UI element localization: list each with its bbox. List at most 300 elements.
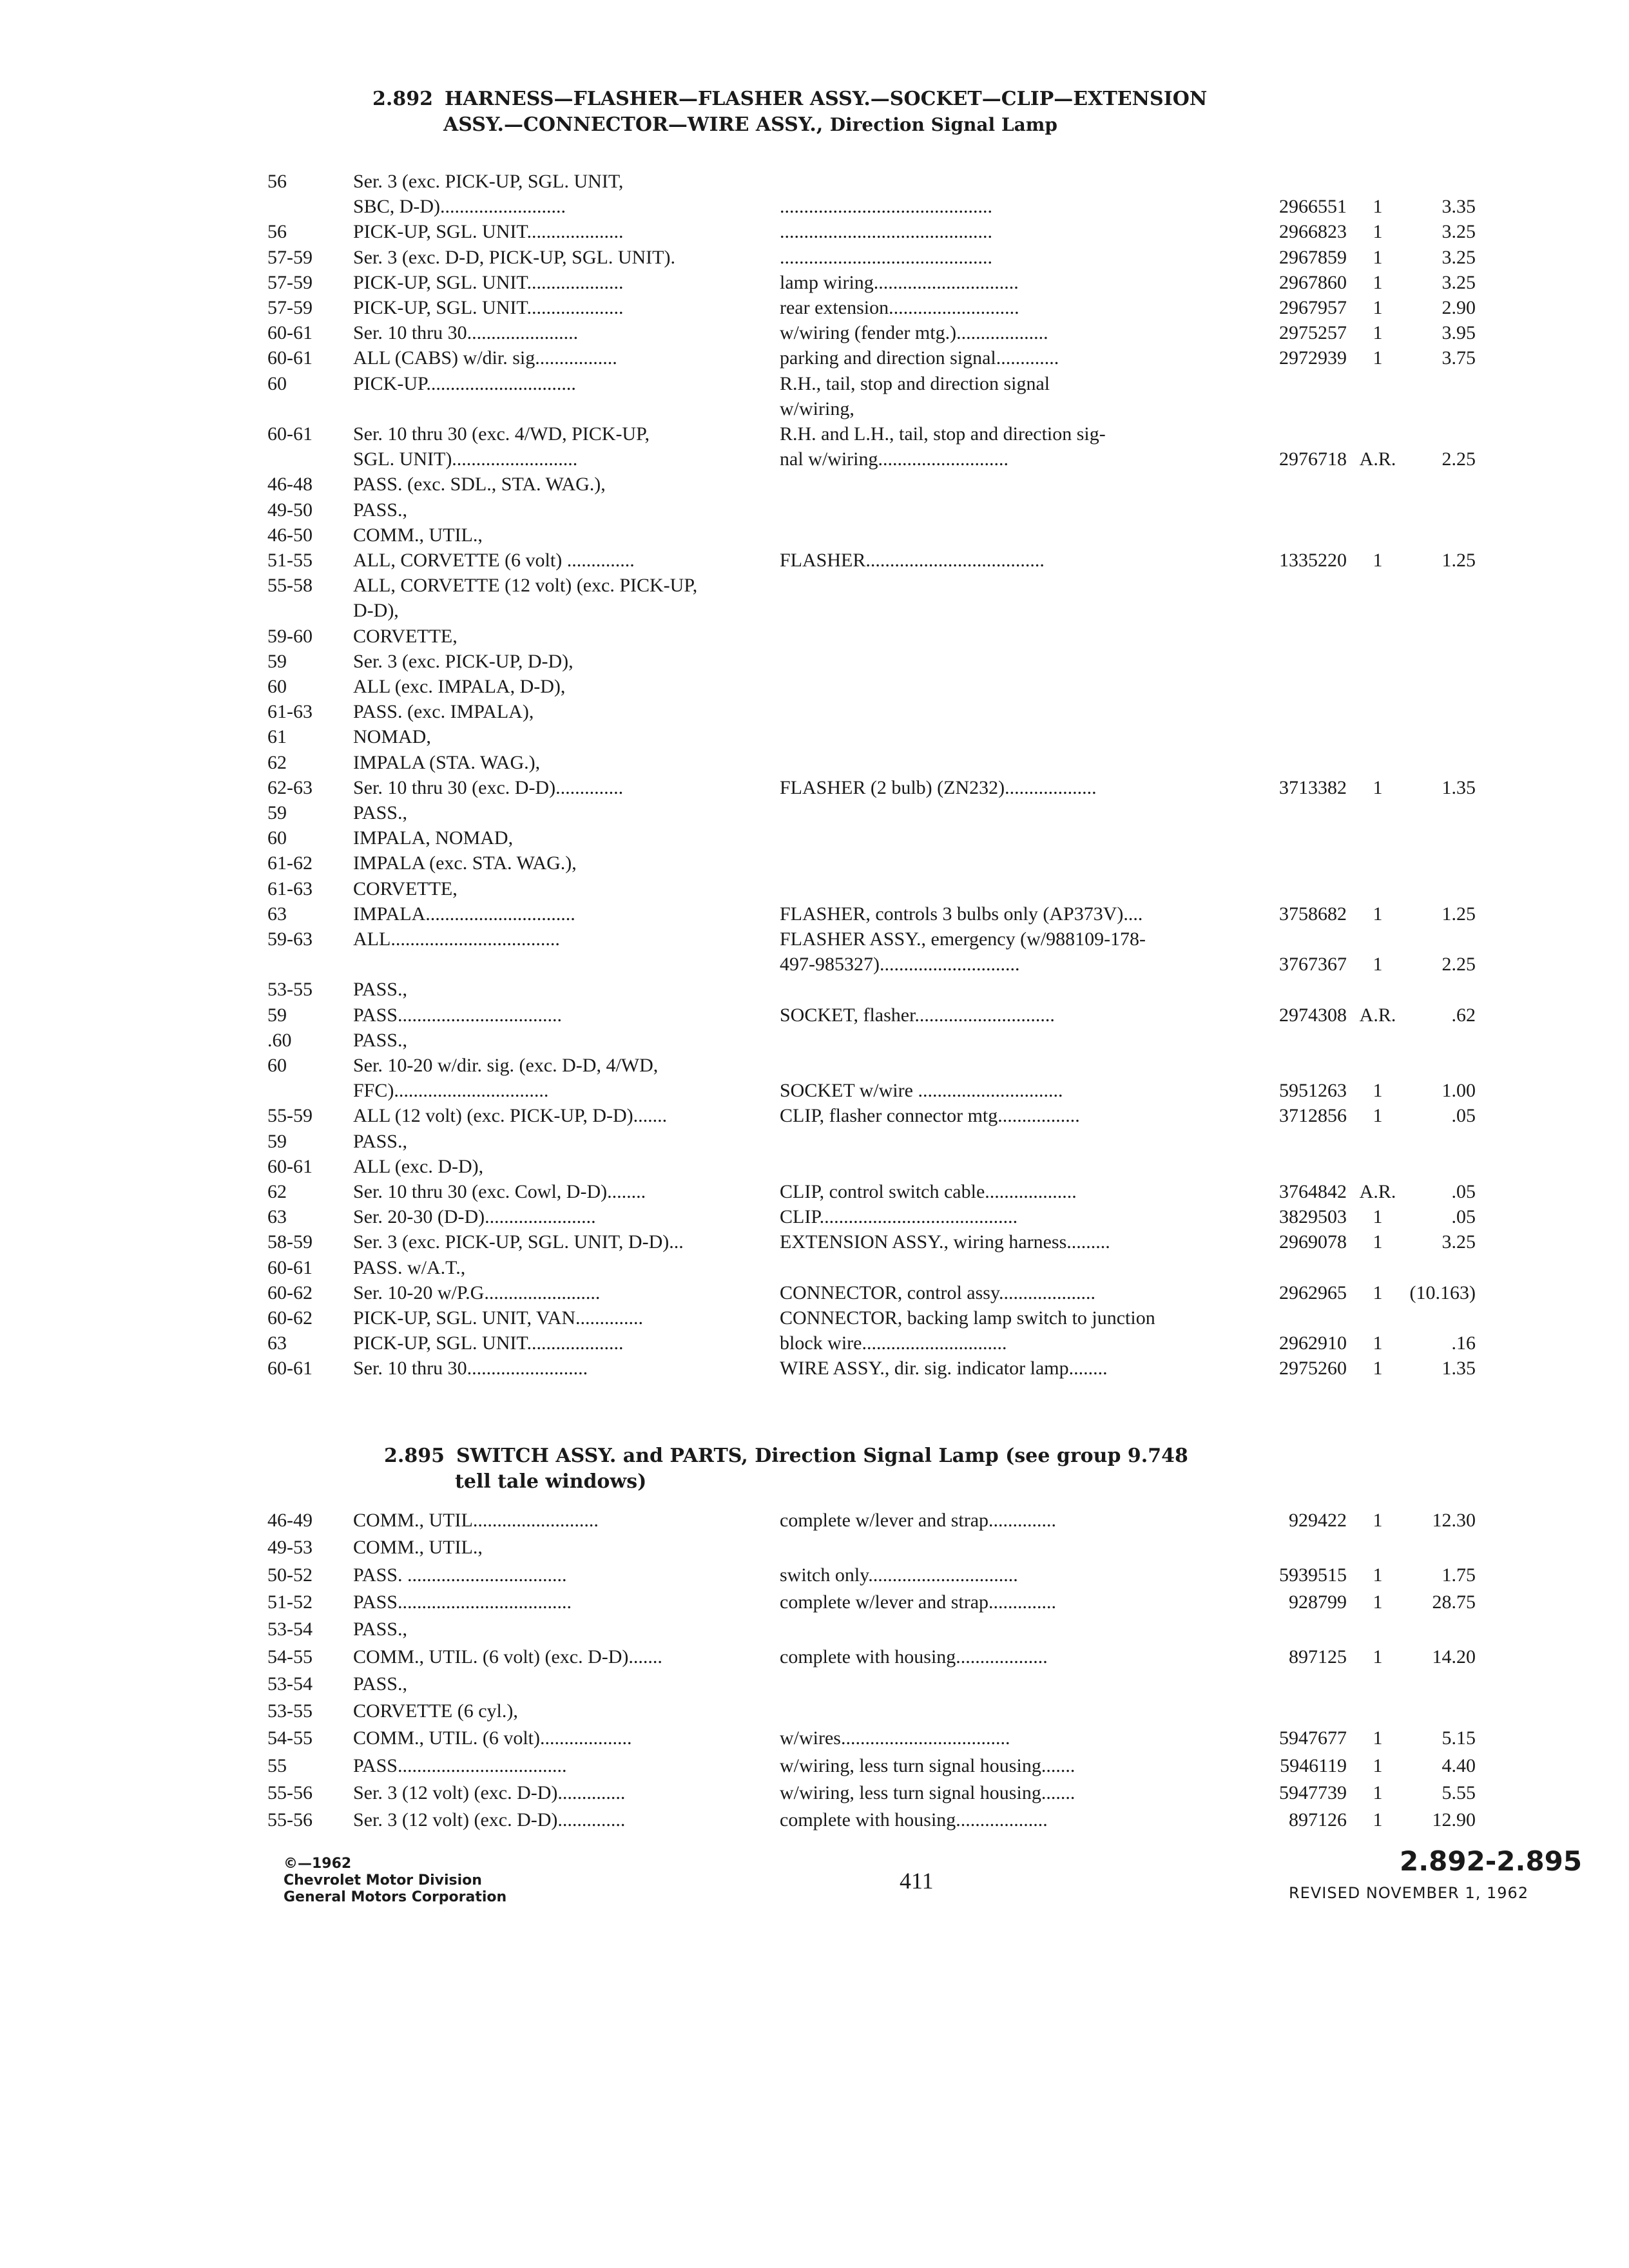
table-row <box>0 1356 1629 1381</box>
part-number-cell: 2966823 <box>1279 221 1347 243</box>
year-cell: 61-63 <box>267 701 313 723</box>
table-row <box>0 649 1629 675</box>
part-number-cell: 1335220 <box>1279 550 1347 571</box>
section-heading-2892 <box>372 86 1207 138</box>
part-number-cell: 5939515 <box>1279 1564 1347 1586</box>
model-cell: PASS., <box>353 802 407 823</box>
model-cell: ALL (CABS) w/dir. sig................. <box>353 347 617 369</box>
table-row <box>0 1154 1629 1180</box>
price-cell: 3.35 <box>1441 196 1476 218</box>
description-cell: parking and direction signal............. <box>780 347 1059 369</box>
part-number-cell: 5951263 <box>1279 1080 1347 1102</box>
description-cell: CONNECTOR, control assy.................... <box>780 1282 1095 1303</box>
part-number-cell: 5946119 <box>1280 1754 1347 1776</box>
model-cell: PASS. (exc. SDL., STA. WAG.), <box>353 474 606 495</box>
price-cell: 5.55 <box>1441 1782 1476 1803</box>
year-cell: 55 <box>267 1754 287 1776</box>
table-row <box>0 1617 1629 1642</box>
year-cell: 55-56 <box>267 1809 313 1831</box>
model-cell: PASS., <box>353 499 407 521</box>
price-cell: 3.25 <box>1441 221 1476 243</box>
table-row <box>0 1103 1629 1129</box>
model-cell: PICK-UP, SGL. UNIT, VAN.............. <box>353 1307 644 1329</box>
quantity-cell: 1 <box>1373 1231 1383 1253</box>
description-cell: w/wires................................... <box>780 1727 1010 1749</box>
year-cell: 51-55 <box>267 550 313 571</box>
table-row <box>0 523 1629 548</box>
price-cell: 1.00 <box>1441 1080 1476 1102</box>
model-cell: Ser. 10 thru 30 (exc. Cowl, D-D)........ <box>353 1181 646 1202</box>
model-cell: Ser. 10-20 w/dir. sig. (exc. D-D, 4/WD, <box>353 1055 659 1076</box>
table-row <box>0 1535 1629 1561</box>
quantity-cell: 1 <box>1373 1782 1383 1803</box>
model-cell: ALL (12 volt) (exc. PICK-UP, D-D)....... <box>353 1105 668 1127</box>
section-title-line2: tell tale windows) <box>455 1470 647 1493</box>
model-cell: PICK-UP, SGL. UNIT.................... <box>353 297 624 318</box>
table-row <box>0 1807 1629 1833</box>
section-title-line1: HARNESS—FLASHER—FLASHER ASSY.—SOCKET—CLIP—EXTENSION <box>444 88 1208 110</box>
table-row <box>0 1053 1629 1079</box>
part-number-cell: 3764842 <box>1279 1181 1347 1202</box>
model-cell: Ser. 20-30 (D-D)....................... <box>353 1206 596 1228</box>
table-row <box>0 1671 1629 1697</box>
section-title-line1: SWITCH ASSY. and PARTS, Direction Signal Lamp (see group 9.748 <box>456 1445 1188 1467</box>
table-row <box>0 1508 1629 1533</box>
description-cell: 497-985327)............................. <box>780 954 1020 975</box>
model-cell: COMM., UTIL. (6 volt) (exc. D-D)....... <box>353 1646 662 1667</box>
year-cell: 46-50 <box>267 524 313 546</box>
table-row <box>0 674 1629 700</box>
year-cell: 53-55 <box>267 1700 313 1722</box>
table-row <box>0 320 1629 346</box>
model-cell: NOMAD, <box>353 726 431 748</box>
description-cell: lamp wiring.............................. <box>780 271 1019 293</box>
price-cell: 1.25 <box>1441 903 1476 925</box>
price-cell: 14.20 <box>1432 1646 1476 1667</box>
year-cell: 61 <box>267 726 287 748</box>
table-row <box>0 573 1629 599</box>
part-number-cell: 2967957 <box>1279 297 1347 318</box>
quantity-cell: 1 <box>1373 1206 1383 1228</box>
year-cell: 55-56 <box>267 1782 313 1803</box>
year-cell: 53-54 <box>267 1673 313 1695</box>
quantity-cell: 1 <box>1373 297 1383 318</box>
table-row <box>0 1644 1629 1670</box>
quantity-cell: 1 <box>1373 903 1383 925</box>
year-cell: 56 <box>267 171 287 192</box>
description-cell: w/wiring (fender mtg.)................... <box>780 322 1048 344</box>
model-cell: PASS. w/A.T., <box>353 1256 466 1278</box>
year-cell: 51-52 <box>267 1591 313 1613</box>
table-row <box>0 1331 1629 1356</box>
quantity-cell: 1 <box>1373 776 1383 798</box>
part-number-cell: 3829503 <box>1279 1206 1347 1228</box>
description-cell: FLASHER ASSY., emergency (w/988109-178- <box>780 928 1146 950</box>
year-cell: .60 <box>267 1029 292 1051</box>
year-cell: 49-50 <box>267 499 313 521</box>
price-cell: .05 <box>1451 1105 1476 1127</box>
table-row <box>0 1305 1629 1331</box>
year-cell: 60 <box>267 1055 287 1076</box>
price-cell: 4.40 <box>1441 1754 1476 1776</box>
year-cell: 61-62 <box>267 852 313 874</box>
part-number-cell: 5947739 <box>1279 1782 1347 1803</box>
quantity-cell: A.R. <box>1359 1181 1396 1202</box>
model-cell: ALL, CORVETTE (6 volt) .............. <box>353 550 635 571</box>
table-row <box>0 194 1629 220</box>
description-cell: complete with housing................... <box>780 1646 1048 1667</box>
model-cell: Ser. 10 thru 30......................... <box>353 1358 588 1379</box>
table-row <box>0 1698 1629 1724</box>
year-cell: 54-55 <box>267 1646 313 1667</box>
model-cell: Ser. 3 (exc. PICK-UP, SGL. UNIT, D-D)... <box>353 1231 684 1253</box>
section-title-line2: ASSY.—CONNECTOR—WIRE ASSY., <box>443 113 824 136</box>
model-cell: IMPALA (STA. WAG.), <box>353 751 541 773</box>
quantity-cell: 1 <box>1373 1809 1383 1831</box>
model-cell: D-D), <box>353 600 399 622</box>
price-cell: (10.163) <box>1409 1282 1476 1303</box>
table-row <box>0 1255 1629 1281</box>
table-row <box>0 1562 1629 1588</box>
model-cell: COMM., UTIL. (6 volt)................... <box>353 1727 632 1749</box>
quantity-cell: 1 <box>1373 196 1383 218</box>
table-row <box>0 1229 1629 1255</box>
part-number-cell: 3758682 <box>1279 903 1347 925</box>
part-number-cell: 3713382 <box>1279 776 1347 798</box>
model-cell: PICK-UP............................... <box>353 372 576 394</box>
table-row <box>0 219 1629 245</box>
part-number-cell: 928799 <box>1289 1591 1347 1613</box>
year-cell: 62 <box>267 1181 287 1202</box>
table-row <box>0 624 1629 649</box>
description-cell: ............................................ <box>780 246 992 268</box>
year-cell: 62-63 <box>267 776 313 798</box>
table-row <box>0 1725 1629 1751</box>
part-number-cell: 3767367 <box>1279 954 1347 975</box>
model-cell: PASS., <box>353 1130 407 1152</box>
model-cell: CORVETTE (6 cyl.), <box>353 1700 518 1722</box>
price-cell: 1.25 <box>1441 550 1476 571</box>
model-cell: IMPALA............................... <box>353 903 575 925</box>
table-row <box>0 548 1629 573</box>
table-row <box>0 295 1629 321</box>
model-cell: Ser. 3 (exc. PICK-UP, SGL. UNIT, <box>353 171 624 192</box>
quantity-cell: 1 <box>1373 1591 1383 1613</box>
table-row <box>0 699 1629 725</box>
publisher-line2: General Motors Corporation <box>284 1889 507 1905</box>
table-row <box>0 724 1629 750</box>
section-heading-2895 <box>384 1443 1188 1495</box>
model-cell: Ser. 3 (exc. PICK-UP, D-D), <box>353 650 574 672</box>
model-cell: ALL (exc. IMPALA, D-D), <box>353 676 566 697</box>
table-row <box>0 850 1629 876</box>
quantity-cell: 1 <box>1373 1282 1383 1303</box>
table-row <box>0 421 1629 447</box>
quantity-cell: 1 <box>1373 1727 1383 1749</box>
model-cell: Ser. 10-20 w/P.G........................ <box>353 1282 601 1303</box>
table-row <box>0 800 1629 826</box>
year-cell: 54-55 <box>267 1727 313 1749</box>
model-cell: ALL................................... <box>353 928 560 950</box>
price-cell: 3.75 <box>1441 347 1476 369</box>
price-cell: 5.15 <box>1441 1727 1476 1749</box>
part-number-cell: 2976718 <box>1279 448 1347 470</box>
price-cell: 28.75 <box>1432 1591 1476 1613</box>
description-cell: rear extension........................... <box>780 297 1019 318</box>
table-row <box>0 245 1629 271</box>
part-number-cell: 2962965 <box>1279 1282 1347 1303</box>
revised-date: REVISED NOVEMBER 1, 1962 <box>1289 1884 1529 1902</box>
year-cell: 49-53 <box>267 1537 313 1559</box>
quantity-cell: 1 <box>1373 1080 1383 1102</box>
part-number-cell: 897126 <box>1289 1809 1347 1831</box>
year-cell: 60-61 <box>267 1256 313 1278</box>
year-cell: 60-62 <box>267 1307 313 1329</box>
model-cell: SGL. UNIT).......................... <box>353 448 578 470</box>
description-cell: CLIP......................................... <box>780 1206 1018 1228</box>
table-row <box>0 952 1629 977</box>
table-row <box>0 927 1629 952</box>
copyright: ©—1962 <box>284 1856 352 1872</box>
table-row <box>0 497 1629 523</box>
part-number-cell: 929422 <box>1289 1510 1347 1531</box>
model-cell: COMM., UTIL., <box>353 1537 483 1559</box>
description-cell: FLASHER..................................... <box>780 550 1045 571</box>
year-cell: 50-52 <box>267 1564 313 1586</box>
year-cell: 60 <box>267 827 287 849</box>
table-row <box>0 1179 1629 1205</box>
model-cell: IMPALA (exc. STA. WAG.), <box>353 852 577 874</box>
description-cell: CLIP, control switch cable................... <box>780 1181 1077 1202</box>
table-row <box>0 1753 1629 1779</box>
price-cell: .05 <box>1451 1206 1476 1228</box>
year-cell: 57-59 <box>267 246 313 268</box>
price-cell: 1.35 <box>1441 1358 1476 1379</box>
quantity-cell: 1 <box>1373 221 1383 243</box>
part-number-cell: 2974308 <box>1279 1004 1347 1026</box>
year-cell: 59 <box>267 1130 287 1152</box>
page-number: 411 <box>900 1868 934 1894</box>
table-row <box>0 1780 1629 1806</box>
year-cell: 57-59 <box>267 271 313 293</box>
table-row <box>0 977 1629 1003</box>
year-cell: 59-60 <box>267 625 313 647</box>
part-number-cell: 2975260 <box>1279 1358 1347 1379</box>
description-cell: ............................................ <box>780 221 992 243</box>
model-cell: PASS. ................................. <box>353 1564 567 1586</box>
quantity-cell: 1 <box>1373 1358 1383 1379</box>
quantity-cell: 1 <box>1373 347 1383 369</box>
quantity-cell: 1 <box>1373 1564 1383 1586</box>
description-cell: w/wiring, less turn signal housing....... <box>780 1754 1075 1776</box>
year-cell: 56 <box>267 221 287 243</box>
table-row <box>0 876 1629 902</box>
table-row <box>0 1129 1629 1155</box>
model-cell: ALL, CORVETTE (12 volt) (exc. PICK-UP, <box>353 575 698 597</box>
year-cell: 60 <box>267 372 287 394</box>
model-cell: CORVETTE, <box>353 625 458 647</box>
year-cell: 55-58 <box>267 575 313 597</box>
year-cell: 46-48 <box>267 474 313 495</box>
price-cell: 1.75 <box>1441 1564 1476 1586</box>
table-row <box>0 1078 1629 1104</box>
table-row <box>0 371 1629 397</box>
table-row <box>0 1590 1629 1615</box>
part-number-cell: 2966551 <box>1279 196 1347 218</box>
description-cell: R.H. and L.H., tail, stop and direction sig- <box>780 423 1106 445</box>
table-row <box>0 169 1629 195</box>
description-cell: R.H., tail, stop and direction signal <box>780 372 1050 394</box>
table-row <box>0 750 1629 776</box>
description-cell: SOCKET w/wire .............................. <box>780 1080 1063 1102</box>
model-cell: Ser. 10 thru 30 (exc. D-D).............. <box>353 776 624 798</box>
table-row <box>0 1204 1629 1230</box>
year-cell: 58-59 <box>267 1231 313 1253</box>
year-cell: 63 <box>267 903 287 925</box>
price-cell: 3.25 <box>1441 271 1476 293</box>
table-row <box>0 396 1629 422</box>
section-title-sub: Direction Signal Lamp <box>829 114 1057 135</box>
description-cell: w/wiring, <box>780 398 854 419</box>
price-cell: 1.35 <box>1441 776 1476 798</box>
part-number-cell: 2967859 <box>1279 246 1347 268</box>
description-cell: ............................................ <box>780 196 992 218</box>
quantity-cell: 1 <box>1373 1646 1383 1667</box>
model-cell: SBC, D-D).......................... <box>353 196 566 218</box>
table-row <box>0 1280 1629 1306</box>
year-cell: 60-61 <box>267 347 313 369</box>
section-number: 2.892 <box>372 88 433 110</box>
model-cell: PASS., <box>353 1673 407 1695</box>
model-cell: Ser. 3 (12 volt) (exc. D-D).............. <box>353 1809 626 1831</box>
model-cell: Ser. 3 (exc. D-D, PICK-UP, SGL. UNIT). <box>353 246 675 268</box>
model-cell: PICK-UP, SGL. UNIT.................... <box>353 221 624 243</box>
table-row <box>0 1028 1629 1053</box>
price-cell: 12.90 <box>1432 1809 1476 1831</box>
price-cell: 2.25 <box>1441 954 1476 975</box>
price-cell: 3.95 <box>1441 322 1476 344</box>
description-cell: complete with housing................... <box>780 1809 1048 1831</box>
year-cell: 55-59 <box>267 1105 313 1127</box>
year-cell: 59 <box>267 650 287 672</box>
description-cell: complete w/lever and strap.............. <box>780 1591 1057 1613</box>
model-cell: CORVETTE, <box>353 878 458 899</box>
model-cell: Ser. 10 thru 30 (exc. 4/WD, PICK-UP, <box>353 423 650 445</box>
year-cell: 60-61 <box>267 1358 313 1379</box>
year-cell: 63 <box>267 1206 287 1228</box>
description-cell: w/wiring, less turn signal housing....... <box>780 1782 1075 1803</box>
quantity-cell: 1 <box>1373 954 1383 975</box>
model-cell: COMM., UTIL.......................... <box>353 1510 599 1531</box>
description-cell: CONNECTOR, backing lamp switch to junction <box>780 1307 1155 1329</box>
quantity-cell: 1 <box>1373 246 1383 268</box>
publisher-block <box>284 1856 506 1906</box>
year-cell: 53-55 <box>267 979 313 1001</box>
price-cell: .62 <box>1451 1004 1476 1026</box>
price-cell: 3.25 <box>1441 1231 1476 1253</box>
model-cell: IMPALA, NOMAD, <box>353 827 514 849</box>
model-cell: PASS.................................. <box>353 1004 562 1026</box>
year-cell: 63 <box>267 1332 287 1354</box>
model-cell: PASS., <box>353 1029 407 1051</box>
year-cell: 59 <box>267 1004 287 1026</box>
price-cell: 2.90 <box>1441 297 1476 318</box>
part-number-cell: 2975257 <box>1279 322 1347 344</box>
model-cell: FFC)................................ <box>353 1080 549 1102</box>
part-number-cell: 2962910 <box>1279 1332 1347 1354</box>
description-cell: nal w/wiring........................... <box>780 448 1008 470</box>
year-cell: 46-49 <box>267 1510 313 1531</box>
price-cell: 3.25 <box>1441 246 1476 268</box>
description-cell: EXTENSION ASSY., wiring harness......... <box>780 1231 1110 1253</box>
model-cell: PICK-UP, SGL. UNIT.................... <box>353 271 624 293</box>
quantity-cell: 1 <box>1373 1754 1383 1776</box>
description-cell: SOCKET, flasher............................. <box>780 1004 1055 1026</box>
table-row <box>0 345 1629 371</box>
model-cell: PASS. (exc. IMPALA), <box>353 701 534 723</box>
part-number-cell: 3712856 <box>1279 1105 1347 1127</box>
section-number: 2.895 <box>384 1445 445 1467</box>
table-row <box>0 270 1629 296</box>
quantity-cell: 1 <box>1373 1510 1383 1531</box>
quantity-cell: A.R. <box>1359 448 1396 470</box>
part-number-cell: 5947677 <box>1279 1727 1347 1749</box>
quantity-cell: 1 <box>1373 322 1383 344</box>
model-cell: PASS., <box>353 979 407 1001</box>
table-row <box>0 447 1629 472</box>
section-range: 2.892-2.895 <box>1400 1845 1583 1877</box>
year-cell: 60-61 <box>267 423 313 445</box>
model-cell: PASS.................................... <box>353 1591 572 1613</box>
year-cell: 61-63 <box>267 878 313 899</box>
part-number-cell: 897125 <box>1289 1646 1347 1667</box>
quantity-cell: 1 <box>1373 550 1383 571</box>
description-cell: WIRE ASSY., dir. sig. indicator lamp........ <box>780 1358 1108 1379</box>
model-cell: Ser. 10 thru 30....................... <box>353 322 579 344</box>
year-cell: 60-61 <box>267 322 313 344</box>
price-cell: 2.25 <box>1441 448 1476 470</box>
part-number-cell: 2972939 <box>1279 347 1347 369</box>
model-cell: PASS., <box>353 1619 407 1640</box>
description-cell: complete w/lever and strap.............. <box>780 1510 1057 1531</box>
description-cell: block wire.............................. <box>780 1332 1007 1354</box>
year-cell: 60 <box>267 676 287 697</box>
model-cell: PASS................................... <box>353 1754 567 1776</box>
model-cell: COMM., UTIL., <box>353 524 483 546</box>
quantity-cell: 1 <box>1373 271 1383 293</box>
description-cell: FLASHER (2 bulb) (ZN232)................... <box>780 776 1097 798</box>
model-cell: Ser. 3 (12 volt) (exc. D-D).............. <box>353 1782 626 1803</box>
part-number-cell: 2969078 <box>1279 1231 1347 1253</box>
year-cell: 60-62 <box>267 1282 313 1303</box>
description-cell: CLIP, flasher connector mtg................. <box>780 1105 1080 1127</box>
part-number-cell: 2967860 <box>1279 271 1347 293</box>
year-cell: 57-59 <box>267 297 313 318</box>
year-cell: 62 <box>267 751 287 773</box>
price-cell: .16 <box>1451 1332 1476 1354</box>
table-row <box>0 775 1629 801</box>
model-cell: PICK-UP, SGL. UNIT.................... <box>353 1332 624 1354</box>
description-cell: switch only............................... <box>780 1564 1018 1586</box>
table-row <box>0 825 1629 851</box>
price-cell: .05 <box>1451 1181 1476 1202</box>
table-row <box>0 901 1629 927</box>
table-row <box>0 472 1629 497</box>
publisher-line1: Chevrolet Motor Division <box>284 1872 482 1888</box>
table-row <box>0 598 1629 624</box>
quantity-cell: 1 <box>1373 1332 1383 1354</box>
table-row <box>0 1003 1629 1028</box>
